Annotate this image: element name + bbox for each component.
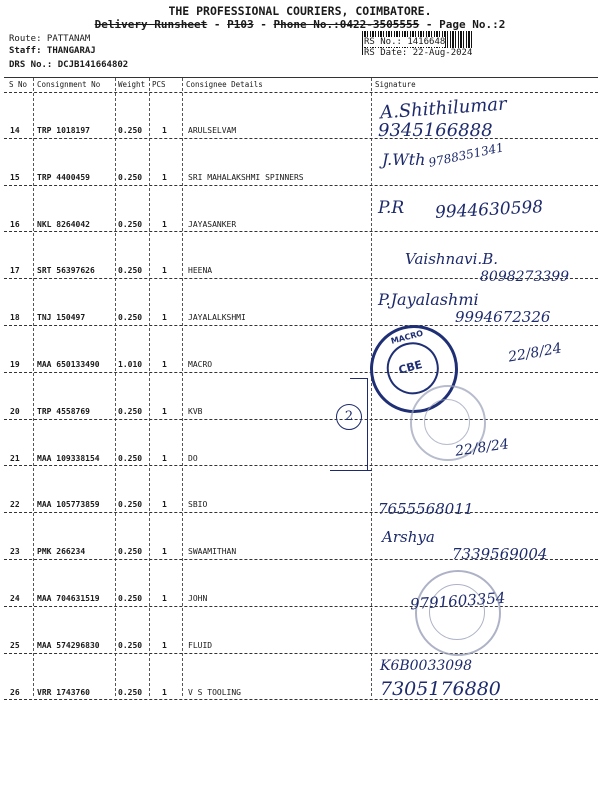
row-consignment: TRP 4400459	[37, 172, 90, 182]
phone-row-18: 9994672326	[455, 308, 551, 326]
staff: Staff: THANGARAJ	[9, 46, 96, 56]
col-consignee: Consignee Details	[186, 80, 263, 89]
row-sno: 23	[10, 547, 20, 557]
phone-row-15: 9788351341	[427, 140, 505, 170]
pen-line	[330, 470, 372, 471]
row-pcs: 1	[162, 687, 167, 697]
drs-number: DRS No.: DCJB141664802	[9, 60, 129, 70]
row-consignment: VRR 1743760	[37, 687, 90, 697]
row-pcs: 1	[162, 547, 167, 557]
runsheet-label: Delivery Runsheet	[94, 18, 208, 31]
circled-mark: 2	[336, 404, 362, 430]
row-consignment: NKL 8264042	[37, 219, 90, 229]
row-pcs: 1	[162, 219, 167, 229]
row-weight: 0.250	[118, 266, 143, 276]
signature-row-18: P.Jayalashmi	[378, 290, 479, 309]
row-pcs: 1	[162, 313, 167, 323]
row-sno: 15	[10, 172, 20, 182]
phone-row-14: 9345166888	[378, 120, 493, 141]
runsheet-subtitle: Delivery Runsheet - P103 - Phone No.:0422-3505555 - Page No.:2	[94, 18, 506, 31]
row-sno: 16	[10, 219, 20, 229]
header-top-rule	[4, 77, 598, 78]
row-consignee: FLUID	[188, 640, 213, 650]
signature-row-17: Vaishnavi.B.	[405, 250, 498, 268]
row-pcs: 1	[162, 640, 167, 650]
row-weight: 0.250	[118, 640, 143, 650]
signature-row-23: Arshya	[382, 528, 435, 546]
date-row-21: 22/8/24	[454, 436, 510, 460]
row-consignment: SRT 56397626	[37, 266, 95, 276]
signature-row-16: P.R	[378, 198, 405, 218]
row-consignee: V S TOOLING	[188, 687, 241, 697]
row-pcs: 1	[162, 360, 167, 369]
row-pcs: 1	[162, 406, 167, 416]
row-pcs: 1	[162, 500, 167, 510]
row-weight: 0.250	[118, 594, 143, 603]
row-weight: 0.250	[118, 453, 143, 463]
row-weight: 0.250	[118, 126, 143, 135]
table-row	[0, 607, 600, 654]
row-consignee: MACRO	[188, 360, 213, 369]
row-weight: 0.250	[118, 500, 143, 510]
row-sno: 21	[10, 453, 20, 463]
rs-number-label: RS No.: 1416648	[364, 37, 446, 47]
row-consignee: DO	[188, 453, 198, 463]
runsheet-code: P103	[227, 18, 254, 31]
phone-row-26-a: K6B0033098	[380, 658, 473, 674]
page-number: Page No.:2	[439, 18, 506, 31]
col-weight: Weight	[118, 80, 146, 89]
row-weight: 0.250	[118, 219, 143, 229]
row-sno: 18	[10, 313, 20, 323]
phone-row-16: 9944630598	[434, 197, 544, 223]
row-pcs: 1	[162, 453, 167, 463]
row-consignment: MAA 105773859	[37, 500, 100, 510]
route: Route: PATTANAM	[9, 34, 91, 44]
row-consignee: SBIO	[188, 500, 208, 510]
row-pcs: 1	[162, 266, 167, 276]
col-pcs: PCS	[152, 80, 166, 89]
row-consignee: KVB	[188, 406, 203, 416]
row-consignment: PMK 266234	[37, 547, 86, 557]
row-consignment: TRP 4558769	[37, 406, 90, 416]
row-weight: 1.010	[118, 360, 143, 369]
row-consignment: TRP 1018197	[37, 126, 90, 135]
row-sno: 20	[10, 406, 20, 416]
pen-line	[367, 378, 368, 470]
row-consignee: SRI MAHALAKSHMI SPINNERS	[188, 172, 304, 182]
row-weight: 0.250	[118, 313, 143, 323]
row-rule	[4, 699, 598, 700]
row-weight: 0.250	[118, 687, 143, 697]
faded-stamp	[415, 570, 501, 656]
row-pcs: 1	[162, 126, 167, 135]
row-consignment: MAA 704631519	[37, 594, 100, 603]
row-consignment: MAA 574296830	[37, 640, 100, 650]
row-consignee: JOHN	[188, 594, 208, 603]
row-sno: 17	[10, 266, 20, 276]
row-sno: 22	[10, 500, 20, 510]
row-consignee: ARULSELVAM	[188, 126, 237, 135]
date-row-19: 22/8/24	[507, 340, 563, 366]
macro-stamp: MACRO CBE	[360, 315, 468, 423]
row-sno: 19	[10, 360, 20, 369]
table-row	[0, 466, 600, 513]
row-consignment: MAA 650133490	[37, 360, 100, 369]
row-sno: 14	[10, 126, 20, 135]
row-sno: 24	[10, 594, 20, 603]
row-consignee: JAYASANKER	[188, 219, 237, 229]
row-pcs: 1	[162, 172, 167, 182]
phone-row-17: 8098273399	[480, 269, 570, 285]
table-row	[0, 654, 600, 701]
rs-date: RS Date: 22-Aug-2024	[364, 48, 473, 58]
document-title: THE PROFESSIONAL COURIERS, COIMBATORE.	[168, 4, 432, 18]
table-row	[0, 420, 600, 467]
row-consignee: SWAAMITHAN	[188, 547, 237, 557]
col-signature: Signature	[375, 80, 416, 89]
table-row	[0, 560, 600, 607]
row-weight: 0.250	[118, 547, 143, 557]
pen-line	[350, 378, 368, 379]
row-weight: 0.250	[118, 406, 143, 416]
row-weight: 0.250	[118, 172, 143, 182]
row-consignment: MAA 109338154	[37, 453, 100, 463]
row-pcs: 1	[162, 594, 167, 603]
row-sno: 25	[10, 640, 20, 650]
row-sno: 26	[10, 687, 20, 697]
table-row	[0, 92, 600, 139]
col-sno: S No	[9, 80, 28, 89]
row-consignee: JAYALALKSHMI	[188, 313, 246, 323]
phone-number: Phone No.:0422-3505555	[273, 18, 420, 31]
row-consignment: TNJ 150497	[37, 313, 86, 323]
col-consignment: Consignment No	[37, 80, 101, 89]
table-row	[0, 373, 600, 420]
signature-row-15: J.Wth	[382, 150, 426, 169]
phone-row-22: 7655568011	[378, 500, 474, 518]
phone-row-26-b: 7305176880	[380, 678, 501, 700]
phone-row-24: 9791603354	[409, 588, 506, 614]
table-row	[0, 139, 600, 186]
row-consignee: HEENA	[188, 266, 213, 276]
signature-row-14: A.Shithilumar	[379, 93, 508, 124]
phone-row-23: 7339569004	[452, 545, 548, 563]
